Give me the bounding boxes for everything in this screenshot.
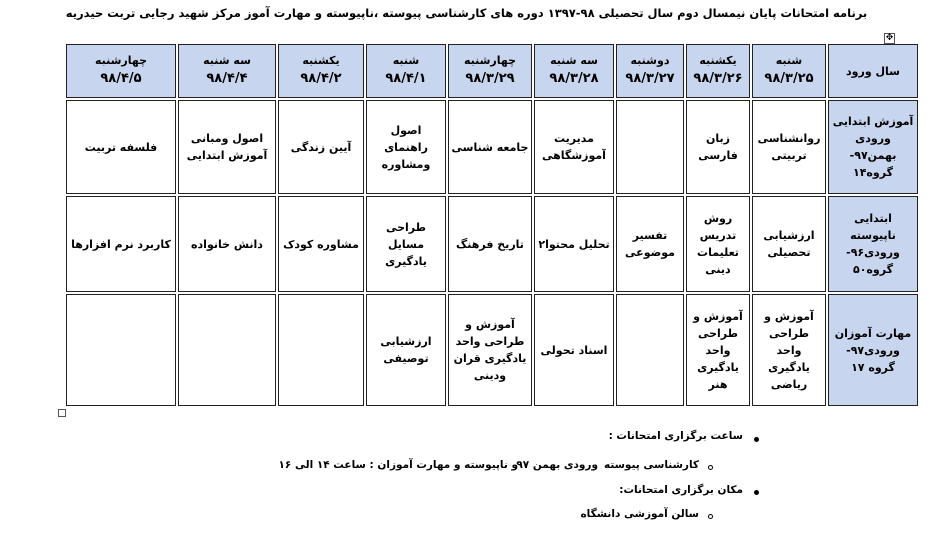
exam-cell[interactable]: فلسفه تربیت bbox=[66, 100, 176, 194]
column-date: ۹۸/۴/۵ bbox=[100, 71, 142, 86]
exam-cell[interactable]: زبان فارسی bbox=[686, 100, 750, 194]
bullet-disc-icon bbox=[754, 490, 759, 495]
exam-cell[interactable]: جامعه شناسی bbox=[448, 100, 532, 194]
entry-year-header: سال ورود bbox=[828, 44, 918, 98]
exam-cell[interactable]: مدیریت آموزشگاهی bbox=[534, 100, 614, 194]
exam-time-line-c: و ناپیوسته و مهارت آموزان : ساعت ۱۴ الی ۱۶ bbox=[278, 459, 518, 471]
column-day: دوشنبه bbox=[630, 54, 670, 67]
column-day: چهارشنبه bbox=[94, 54, 148, 67]
exam-cell[interactable]: آموزش و طراحی واحد یادگیری قران ودینی bbox=[448, 294, 532, 406]
exam-cell[interactable]: کاربرد نرم افزارها bbox=[66, 196, 176, 292]
exam-cell[interactable]: دانش خانواده bbox=[178, 196, 276, 292]
exam-cell[interactable]: طراحی مسایل یادگیری bbox=[366, 196, 446, 292]
group-label: مهارت آموزان ورودی۹۷- گروه ۱۷ bbox=[828, 294, 918, 406]
column-date: ۹۸/۳/۲۹ bbox=[465, 71, 515, 86]
column-day: سه شنبه bbox=[550, 54, 598, 67]
exam-cell[interactable]: اصول راهنمای ومشاوره bbox=[366, 100, 446, 194]
exam-time-heading: ساعت برگزاری امتحانات : bbox=[608, 430, 743, 442]
exam-place-line: سالن آموزشی دانشگاه bbox=[580, 508, 699, 520]
exam-place-heading: مکان برگزاری امتحانات: bbox=[619, 484, 743, 496]
exam-cell[interactable]: تفسیر موضوعی bbox=[616, 196, 684, 292]
column-day: شنبه bbox=[392, 54, 420, 67]
exam-cell[interactable]: روش تدریس تعلیمات دینی bbox=[686, 196, 750, 292]
exam-cell[interactable]: ارزشیابی توصیفی bbox=[366, 294, 446, 406]
exam-cell[interactable]: آیین زندگی bbox=[278, 100, 364, 194]
exam-cell[interactable]: مشاوره کودک bbox=[278, 196, 364, 292]
column-date: ۹۸/۳/۲۶ bbox=[693, 71, 743, 86]
exam-cell[interactable]: آموزش و طراحی واحد یادگیری ریاضی bbox=[752, 294, 826, 406]
bullet-circle-icon bbox=[708, 514, 713, 519]
column-day: یکشنبه bbox=[699, 54, 737, 67]
exam-cell[interactable]: ارزشیابی تحصیلی bbox=[752, 196, 826, 292]
column-date: ۹۸/۴/۴ bbox=[206, 71, 248, 86]
exam-cell[interactable]: اسناد تحولی bbox=[534, 294, 614, 406]
column-date: ۹۸/۳/۲۸ bbox=[549, 71, 599, 86]
column-date: ۹۸/۴/۲ bbox=[300, 71, 342, 86]
bullet-circle-icon bbox=[708, 465, 713, 470]
table-move-handle-icon[interactable]: ✥ bbox=[885, 33, 894, 43]
column-day: شنبه bbox=[775, 54, 803, 67]
column-day: چهارشنبه bbox=[463, 54, 517, 67]
exam-cell[interactable]: روانشناسی تربیتی bbox=[752, 100, 826, 194]
group-label: آموزش ابتدایی ورودی بهمن۹۷- گروه۱۴ bbox=[828, 100, 918, 194]
exam-cell[interactable]: تاریخ فرهنگ bbox=[448, 196, 532, 292]
column-day: سه شنبه bbox=[203, 54, 251, 67]
exam-cell[interactable]: آموزش و طراحی واحد یادگیری هنر bbox=[686, 294, 750, 406]
column-date: ۹۸/۳/۲۷ bbox=[625, 71, 675, 86]
column-date: ۹۸/۳/۲۵ bbox=[764, 71, 814, 86]
page-title: برنامه امتحانات پایان نیمسال دوم سال تحصیلی ۹۸-۱۳۹۷ دوره های کارشناسی پیوسته ،ناپیوسته و مهارت آموز مرکز شهید رجایی تربت حیدریه bbox=[65, 6, 868, 20]
column-date: ۹۸/۴/۱ bbox=[385, 71, 427, 86]
exam-cell[interactable]: تحلیل محتوا۲ bbox=[534, 196, 614, 292]
exam-time-line-a: کارشناسی پیوسته bbox=[603, 459, 699, 471]
exam-cell[interactable]: اصول ومبانی آموزش ابتدایی bbox=[178, 100, 276, 194]
bullet-disc-icon bbox=[754, 437, 759, 442]
column-day: یکشنبه bbox=[302, 54, 340, 67]
group-label: ابتدایی ناپیوسته ورودی۹۶- گروه۵۰ bbox=[828, 196, 918, 292]
exam-time-line-b: ورودی بهمن ۹۷ bbox=[516, 459, 598, 471]
